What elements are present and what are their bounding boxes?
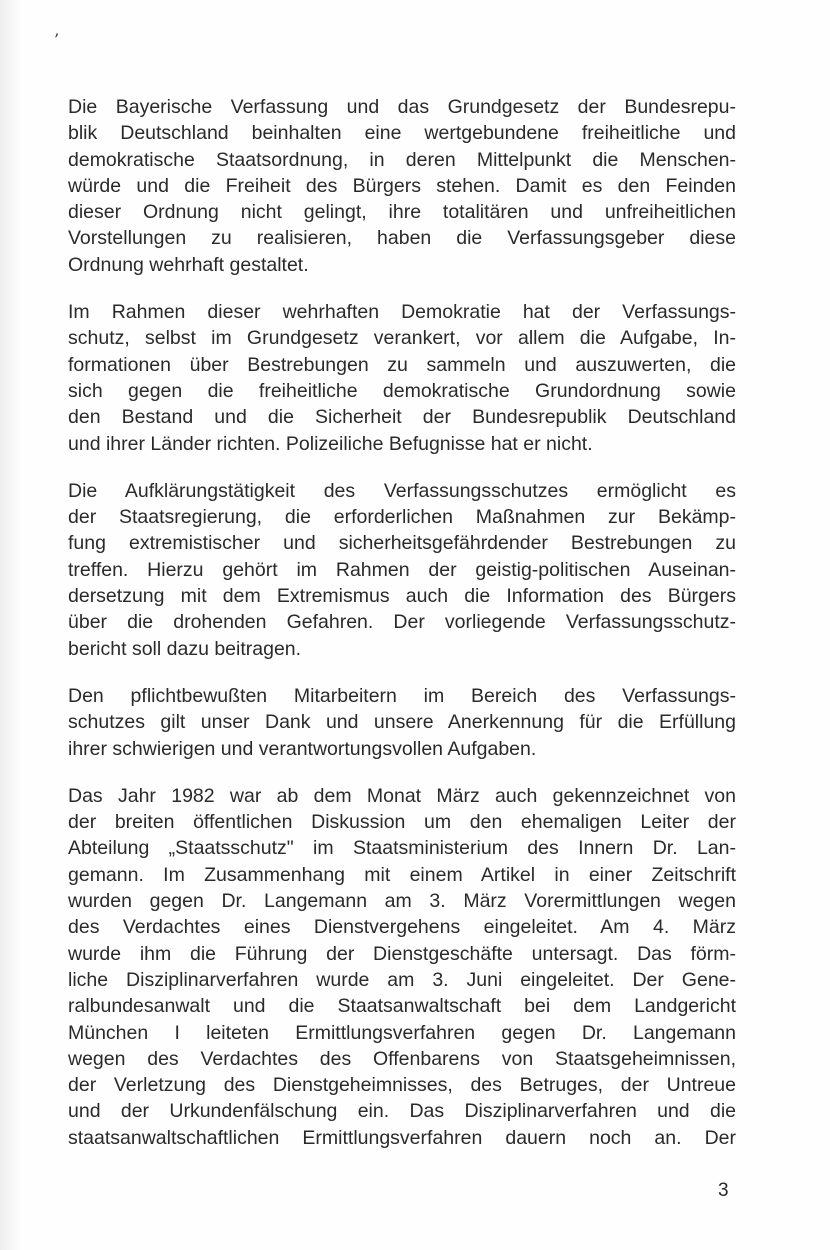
text-line: wurden gegen Dr. Langemann am 3. März Vorermittlungen wegen [68,890,736,913]
text-line: würde und die Freiheit des Bürgers stehen. Damit es den Feinden [68,174,736,197]
text-line: dieser Ordnung nicht gelingt, ihre totalitären und unfreiheitlichen [68,201,736,224]
text-line: über die drohenden Gefahren. Der vorliegende Verfassungsschutz- [68,611,736,634]
paragraph [68,683,736,762]
text-line: ralbundesanwalt und die Staatsanwaltschaft bei dem Landgericht [68,995,736,1018]
text-line: bericht soll dazu beitragen. [68,637,302,660]
text-line: staatsanwaltschaftlichen Ermittlungsverfahren dauern noch an. Der [68,1126,736,1149]
page-number: 3 [718,1180,729,1201]
text-line: Den pflichtbewußten Mitarbeitern im Bereich des Verfassungs- [68,684,736,707]
text-line: München I leiteten Ermittlungsverfahren gegen Dr. Langemann [68,1021,736,1044]
text-line: fung extremistischer und sicherheitsgefährdender Bestrebungen zu [68,532,736,555]
page-binding-shadow [0,0,22,1250]
text-line: dersetzung mit dem Extremismus auch die Information des Bürgers [68,585,736,608]
body-text [68,94,736,1172]
text-line: den Bestand und die Sicherheit der Bundesrepublik Deutschland [68,406,736,429]
text-line: der Staatsregierung, die erforderlichen Maßnahmen zur Bekämp- [68,506,736,529]
text-line: des Verdachtes eines Dienstvergehens eingeleitet. Am 4. März [68,916,736,939]
text-line: Das Jahr 1982 war ab dem Monat März auch gekennzeichnet von [68,784,736,807]
text-line: blik Deutschland beinhalten eine wertgebundene freiheitliche und [68,122,736,145]
text-line: ihrer schwierigen und verantwortungsvollen Aufgaben. [68,737,537,760]
text-line: wurde ihm die Führung der Dienstgeschäfte untersagt. Das förm- [68,942,736,965]
paragraph [68,94,736,278]
text-line: der Verletzung des Dienstgeheimnisses, des Betruges, der Untreue [68,1074,736,1097]
text-line: schutzes gilt unser Dank und unsere Anerkennung für die Erfüllung [68,711,736,734]
text-line: wegen des Verdachtes des Offenbarens von Staatsgeheimnissen, [68,1047,736,1070]
paragraph [68,299,736,457]
paragraph [68,783,736,1151]
text-line: liche Disziplinarverfahren wurde am 3. Juni eingeleitet. Der Gene- [68,968,736,991]
paragraph [68,478,736,662]
text-line: Im Rahmen dieser wehrhaften Demokratie hat der Verfassungs- [68,301,736,324]
text-line: schutz, selbst im Grundgesetz verankert, vor allem die Aufgabe, In- [68,327,736,350]
text-line: treffen. Hierzu gehört im Rahmen der geistig-politischen Auseinan- [68,558,736,581]
text-line: gemann. Im Zusammenhang mit einem Artikel in einer Zeitschrift [68,863,736,886]
text-line: Vorstellungen zu realisieren, haben die Verfassungsgeber diese [68,227,736,250]
text-line: Abteilung „Staatsschutz" im Staatsministerium des Innern Dr. Lan- [68,837,736,860]
text-line: demokratische Staatsordnung, in deren Mittelpunkt die Menschen- [68,148,736,171]
text-line: sich gegen die freiheitliche demokratische Grundordnung sowie [68,379,736,402]
text-line: und der Urkundenfälschung ein. Das Disziplinarverfahren und die [68,1100,736,1123]
margin-mark: ’ [54,30,60,49]
text-line: der breiten öffentlichen Diskussion um den ehemaligen Leiter der [68,811,736,834]
text-line: und ihrer Länder richten. Polizeiliche Befugnisse hat er nicht. [68,432,593,455]
text-line: Die Bayerische Verfassung und das Grundgesetz der Bundesrepu- [68,96,736,118]
text-line: formationen über Bestrebungen zu sammeln und auszuwerten, die [68,353,736,376]
text-line: Ordnung wehrhaft gestaltet. [68,253,309,276]
text-line: Die Aufklärungstätigkeit des Verfassungsschutzes ermöglicht es [68,479,736,502]
